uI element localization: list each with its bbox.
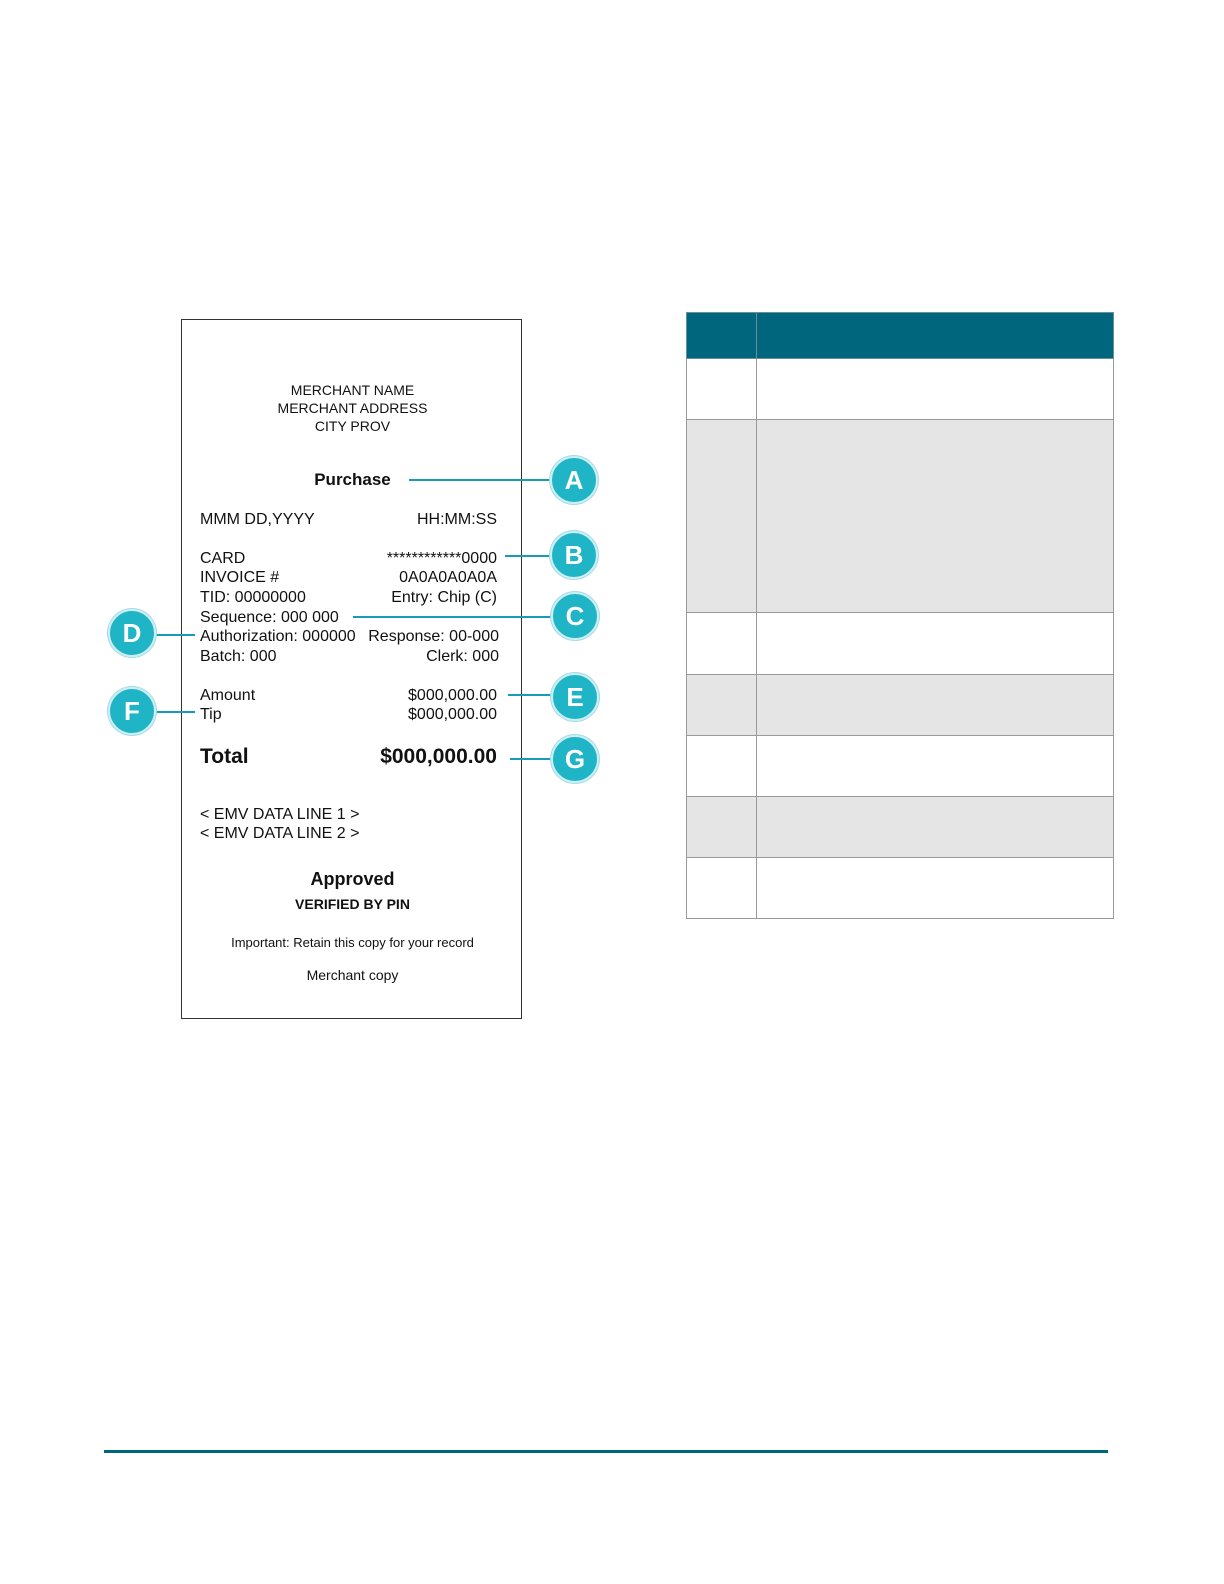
table-row [687, 613, 1114, 675]
response-code: Response: 00-000 [368, 628, 499, 645]
table-cell [687, 420, 757, 613]
table-cell [757, 675, 1114, 736]
table-cell [687, 359, 757, 420]
callout-line-g [510, 758, 552, 760]
emv-line-1: < EMV DATA LINE 1 > [200, 806, 360, 823]
amount-value: $000,000.00 [408, 687, 497, 704]
tip-value: $000,000.00 [408, 706, 497, 723]
entry-mode: Entry: Chip (C) [391, 589, 497, 606]
amount-label: Amount [200, 687, 256, 704]
table-cell [687, 613, 757, 675]
table-cell [757, 613, 1114, 675]
callout-d: D [108, 609, 156, 657]
table-cell [687, 675, 757, 736]
table-row [687, 675, 1114, 736]
callout-g: G [551, 735, 599, 783]
authorization-number: Authorization: 000000 [200, 628, 356, 645]
table-cell [757, 858, 1114, 919]
table-cell [757, 359, 1114, 420]
table-row [687, 420, 1114, 613]
invoice-number: 0A0A0A0A0A [399, 569, 497, 586]
callout-a: A [550, 456, 598, 504]
callout-f: F [108, 687, 156, 735]
clerk-id: Clerk: 000 [426, 648, 499, 665]
merchant-address: MERCHANT ADDRESS [277, 400, 428, 416]
callout-c: C [551, 592, 599, 640]
transaction-type: Purchase [314, 470, 391, 489]
card-number: ************0000 [386, 550, 497, 567]
table-cell [687, 858, 757, 919]
card-label: CARD [200, 550, 246, 567]
sequence-number: Sequence: 000 000 [200, 609, 339, 626]
table-row [687, 797, 1114, 858]
callout-line-e [508, 694, 552, 696]
table-header-row [687, 313, 1114, 359]
emv-line-2: < EMV DATA LINE 2 > [200, 825, 360, 842]
terminal-id: TID: 00000000 [200, 589, 306, 606]
callout-e: E [551, 673, 599, 721]
footer-rule [104, 1450, 1108, 1453]
retain-notice: Important: Retain this copy for your record [231, 935, 474, 950]
receipt-date: MMM DD,YYYY [200, 511, 315, 528]
table-cell [687, 736, 757, 797]
table-header-cell [687, 313, 757, 359]
invoice-label: INVOICE # [200, 569, 280, 586]
table-cell [757, 420, 1114, 613]
callout-b: B [550, 531, 598, 579]
table-cell [757, 797, 1114, 858]
total-label: Total [200, 745, 249, 768]
approval-status: Approved [310, 869, 395, 889]
verification-method: VERIFIED BY PIN [295, 896, 410, 912]
table-cell [687, 797, 757, 858]
receipt-time: HH:MM:SS [417, 511, 497, 528]
callout-line-c [353, 616, 552, 618]
legend-table [686, 312, 1114, 919]
callout-line-a [409, 479, 551, 481]
receipt [181, 319, 522, 1019]
callout-line-f [156, 711, 195, 713]
callout-line-d [156, 634, 195, 636]
table-header-cell [757, 313, 1114, 359]
table-row [687, 359, 1114, 420]
table-row [687, 736, 1114, 797]
table-cell [757, 736, 1114, 797]
merchant-name: MERCHANT NAME [290, 382, 415, 398]
total-value: $000,000.00 [380, 745, 497, 768]
table-row [687, 858, 1114, 919]
batch-number: Batch: 000 [200, 648, 277, 665]
copy-type: Merchant copy [306, 967, 399, 983]
tip-label: Tip [200, 706, 222, 723]
callout-line-b [505, 555, 551, 557]
city-prov: CITY PROV [314, 418, 391, 434]
